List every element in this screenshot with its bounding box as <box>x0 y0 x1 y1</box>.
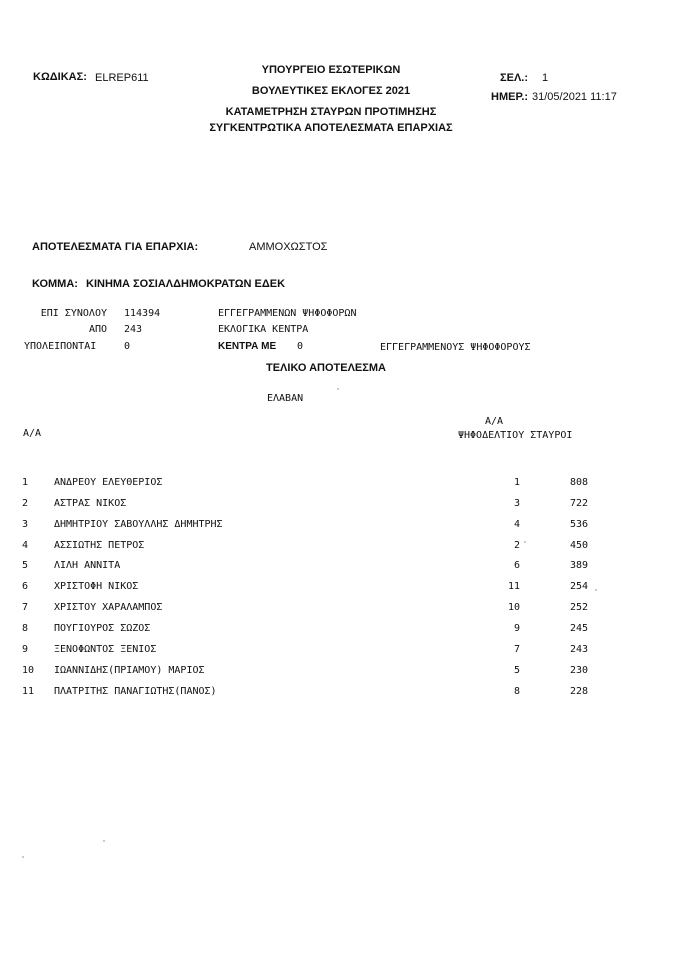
received-label: ΕΛΑΒΑΝ <box>267 393 304 404</box>
final-result-title: ΤΕΛΙΚΟ ΑΠΟΤΕΛΕΣΜΑ <box>266 362 386 374</box>
row-index: 1 <box>22 477 29 488</box>
report-subtitle: ΣΥΓΚΕΝΤΡΩΤΙΚΑ ΑΠΟΤΕΛΕΣΜΑΤΑ ΕΠΑΡΧΙΑΣ <box>209 122 453 134</box>
table-row <box>0 560 692 580</box>
row-index: 8 <box>22 623 29 634</box>
centres-value: 0 <box>297 341 304 352</box>
ballot-votes-column-header: ΨΗΦΟΔΕΛΤΙΟΥ ΣΤΑΥΡΟΙ <box>458 430 573 441</box>
preference-votes: 228 <box>569 686 588 697</box>
scan-speck <box>22 856 24 858</box>
scan-speck <box>103 840 105 842</box>
preference-votes: 389 <box>569 560 588 571</box>
remaining-label: ΥΠΟΛΕΙΠΟΝΤΑΙ <box>24 341 97 352</box>
candidate-name: ΙΩΑΝΝΙΔΗΣ(ΠΡΙΑΜΟΥ) ΜΑΡΙΟΣ <box>54 665 205 676</box>
party-value: ΚΙΝΗΜΑ ΣΟΣΙΑΛΔΗΜΟΚΡΑΤΩΝ ΕΔΕΚ <box>86 278 286 290</box>
page-number: 1 <box>542 72 549 84</box>
candidate-name: ΛΙΛΗ ΑΝΝΙΤΑ <box>54 560 121 571</box>
remaining-value: 0 <box>124 341 131 352</box>
scan-speck <box>524 541 526 543</box>
total-desc: ΕΓΓΕΓΡΑΜΜΕΝΩΝ ΨΗΦΟΦΟΡΩΝ <box>218 308 357 319</box>
candidate-name: ΔΗΜΗΤΡΙΟΥ ΣΑΒΟΥΛΛΗΣ ΔΗΜΗΤΡΗΣ <box>54 519 223 530</box>
ballot-number: 9 <box>513 623 520 634</box>
election-title: ΒΟΥΛΕΥΤΙΚΕΣ ΕΚΛΟΓΕΣ 2021 <box>251 85 411 97</box>
ballot-number: 8 <box>513 686 520 697</box>
preference-votes: 243 <box>569 644 588 655</box>
centres-label: ΚΕΝΤΡΑ ΜΕ <box>218 341 277 352</box>
from-label: ΑΠΟ <box>88 324 107 335</box>
centres-desc: ΕΓΓΕΓΡΑΜΜΕΝΟΥΣ ΨΗΦΟΦΟΡΟΥΣ <box>380 342 531 353</box>
ballot-number: 5 <box>513 665 520 676</box>
table-row <box>0 519 692 539</box>
code-label: ΚΩΔΙΚΑΣ: <box>33 71 87 83</box>
preference-votes: 450 <box>569 540 588 551</box>
table-row <box>0 644 692 664</box>
from-value: 243 <box>124 324 143 335</box>
candidate-name: ΧΡΙΣΤΟΥ ΧΑΡΑΛΑΜΠΟΣ <box>54 602 163 613</box>
code-value: ELREP611 <box>95 72 149 84</box>
report-title: ΚΑΤΑΜΕΤΡΗΣΗ ΣΤΑΥΡΩΝ ΠΡΟΤΙΜΗΣΗΣ <box>225 106 437 118</box>
ballot-number: 7 <box>513 644 520 655</box>
total-label: ΕΠΙ ΣΥΝΟΛΟΥ <box>40 308 107 319</box>
candidate-name: ΑΣΣΙΩΤΗΣ ΠΕΤΡΟΣ <box>54 540 145 551</box>
preference-votes: 536 <box>569 519 588 530</box>
scan-speck <box>337 388 339 390</box>
row-index: 11 <box>22 686 35 697</box>
table-row <box>0 602 692 622</box>
preference-votes: 245 <box>569 623 588 634</box>
table-row <box>0 477 692 497</box>
row-index: 10 <box>22 665 35 676</box>
district-label: ΑΠΟΤΕΛΕΣΜΑΤΑ ΓΙΑ ΕΠΑΡΧΙΑ: <box>32 241 199 253</box>
row-index: 2 <box>22 498 29 509</box>
ballot-number: 4 <box>513 519 520 530</box>
ballot-number: 10 <box>507 602 520 613</box>
ballot-number: 2 <box>513 540 520 551</box>
from-desc: ΕΚΛΟΓΙΚΑ ΚΕΝΤΡΑ <box>218 324 309 335</box>
date-value: 31/05/2021 11:17 <box>532 91 617 103</box>
table-row <box>0 498 692 518</box>
ballot-number: 1 <box>513 477 520 488</box>
page-label: ΣΕΛ.: <box>500 72 528 84</box>
row-index: 9 <box>22 644 29 655</box>
ballot-column-header-top: Α/Α <box>485 416 504 427</box>
ministry-title: ΥΠΟΥΡΓΕΙΟ ΕΣΩΤΕΡΙΚΩΝ <box>261 64 401 76</box>
row-index: 7 <box>22 602 29 613</box>
candidate-name: ΞΕΝΟΦΩΝΤΟΣ ΞΕΝΙΟΣ <box>54 644 157 655</box>
preference-votes: 722 <box>569 498 588 509</box>
district-value: ΑΜΜΟΧΩΣΤΟΣ <box>249 241 328 253</box>
preference-votes: 252 <box>569 602 588 613</box>
ballot-number: 11 <box>507 581 520 592</box>
table-row <box>0 665 692 685</box>
row-index: 5 <box>22 560 29 571</box>
party-label: ΚΟΜΜΑ: <box>32 278 78 290</box>
preference-votes: 808 <box>569 477 588 488</box>
preference-votes: 254 <box>569 581 588 592</box>
candidate-name: ΠΟΥΓΙΟΥΡΟΣ ΣΩΖΟΣ <box>54 623 151 634</box>
candidate-name: ΧΡΙΣΤΟΦΗ ΝΙΚΟΣ <box>54 581 139 592</box>
row-index: 3 <box>22 519 29 530</box>
ballot-number: 6 <box>513 560 520 571</box>
scan-speck <box>595 589 597 591</box>
ballot-number: 3 <box>513 498 520 509</box>
candidate-name: ΑΝΔΡΕΟΥ ΕΛΕΥΘΕΡΙΟΣ <box>54 477 163 488</box>
total-value: 114394 <box>124 308 161 319</box>
candidate-name: ΠΛΑΤΡΙΤΗΣ ΠΑΝΑΓΙΩΤΗΣ(ΠΑΝΟΣ) <box>54 686 217 697</box>
table-row <box>0 686 692 706</box>
table-row <box>0 540 692 560</box>
table-row <box>0 581 692 601</box>
row-index: 4 <box>22 540 29 551</box>
table-row <box>0 623 692 643</box>
candidate-name: ΑΣΤΡΑΣ ΝΙΚΟΣ <box>54 498 127 509</box>
date-label: ΗΜΕΡ.: <box>491 91 529 103</box>
row-index: 6 <box>22 581 29 592</box>
preference-votes: 230 <box>569 665 588 676</box>
index-column-header: Α/Α <box>23 428 42 439</box>
